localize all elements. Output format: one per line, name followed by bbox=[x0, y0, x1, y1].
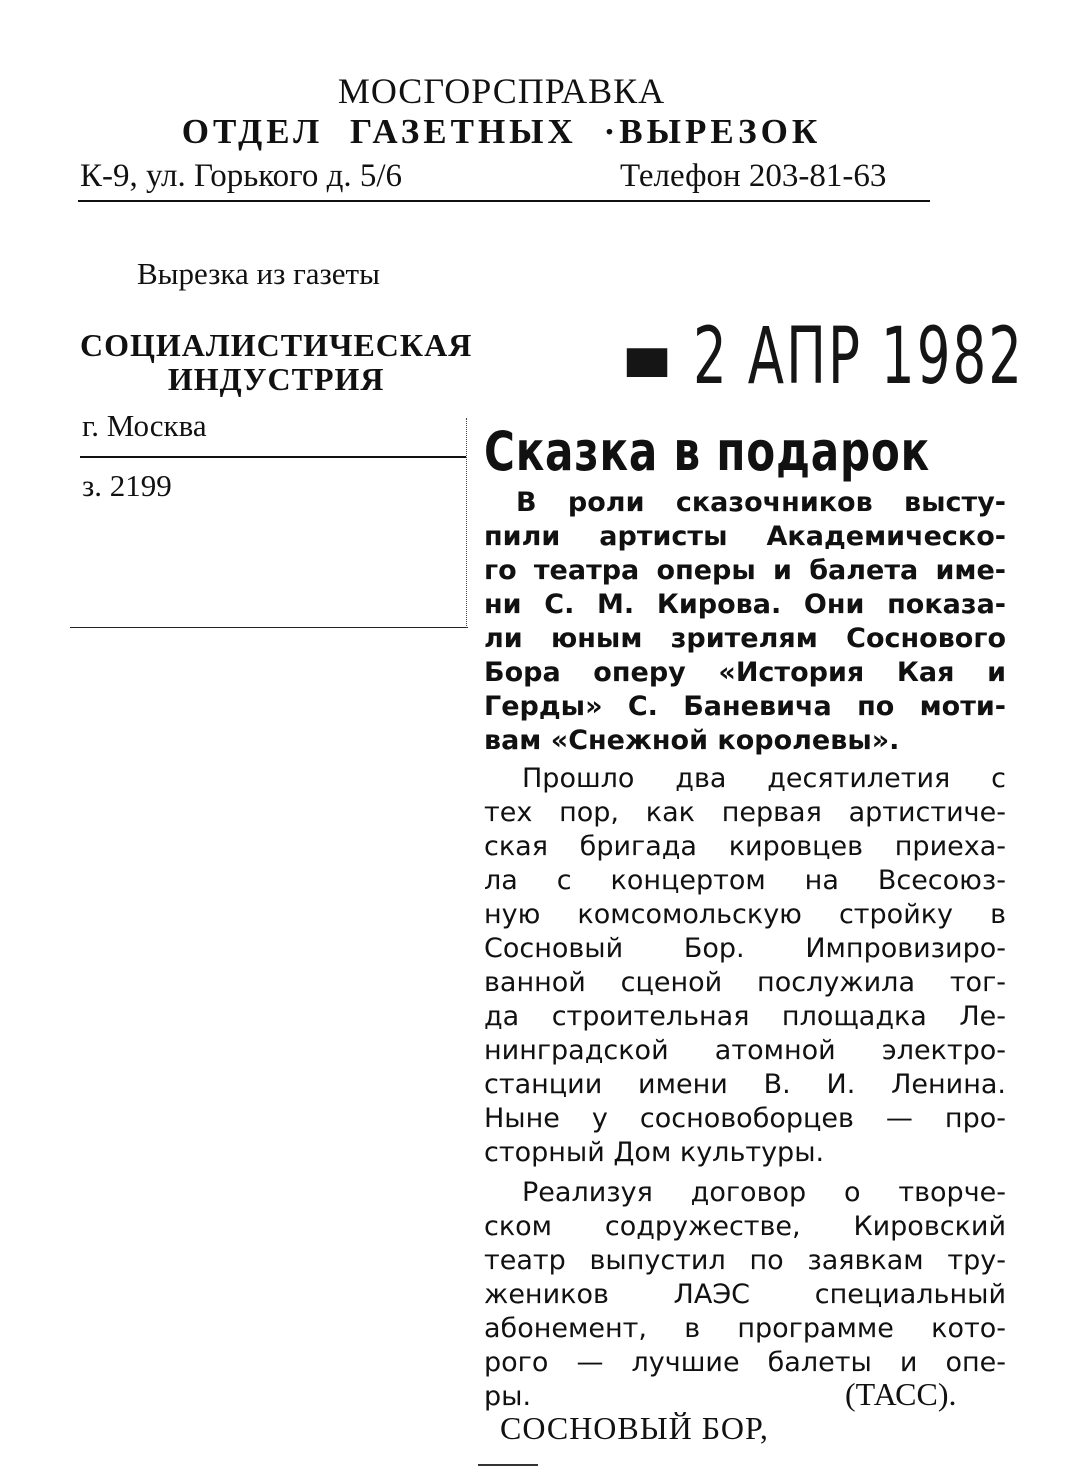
city-field: г. Москва bbox=[82, 408, 207, 443]
article-line: В роли сказочников высту- bbox=[516, 487, 1006, 518]
article-line: театр выпустил по заявкам тру- bbox=[484, 1245, 1006, 1276]
clipping-edge bbox=[466, 418, 467, 628]
header-rule bbox=[78, 200, 930, 202]
date-stamp: ▬ 2 АПР 1982 bbox=[622, 312, 1025, 402]
article-line: абонемент, в программе кото- bbox=[484, 1313, 1006, 1344]
article-line: да строительная площадка Ле- bbox=[484, 1001, 1006, 1032]
article-source: (ТАСС). bbox=[845, 1376, 957, 1412]
article-line: ную комсомольскую стройку в bbox=[484, 899, 1006, 930]
clipping-label: Вырезка из газеты bbox=[137, 256, 380, 291]
article-line: Бора оперу «История Кая и bbox=[484, 657, 1006, 688]
article-dateline: СОСНОВЫЙ БОР, bbox=[500, 1410, 769, 1446]
clipping-cut-mark bbox=[478, 1464, 538, 1466]
form-rule bbox=[70, 627, 468, 628]
article-line: Реализуя договор о творче- bbox=[522, 1177, 1006, 1208]
article-line: Ныне у сосновоборцев — про- bbox=[484, 1103, 1006, 1134]
article-line: ском содружестве, Кировский bbox=[484, 1211, 1006, 1242]
article-line: сторный Дом культуры. bbox=[484, 1137, 825, 1168]
article-line: ская бригада кировцев приеха- bbox=[484, 831, 1006, 862]
article-line: ни С. М. Кирова. Они показа- bbox=[484, 589, 1006, 620]
article-line: нинградской атомной электро- bbox=[484, 1035, 1006, 1066]
article-line: Герды» С. Баневича по моти- bbox=[484, 691, 1006, 722]
article-line: рого — лучшие балеты и опе- bbox=[484, 1347, 1006, 1378]
article-line: го театра оперы и балета име- bbox=[484, 555, 1006, 586]
article-line: жеников ЛАЭС специальный bbox=[484, 1279, 1006, 1310]
article-line: вам «Снежной королевы». bbox=[484, 725, 900, 756]
article-line: ры. bbox=[484, 1381, 532, 1412]
article-line: пили артисты Академическо- bbox=[484, 521, 1006, 552]
newspaper-name: СОЦИАЛИСТИЧЕСКАЯ ИНДУСТРИЯ bbox=[80, 327, 473, 397]
article-line: ла с концертом на Всесоюз- bbox=[484, 865, 1006, 896]
department-name: ОТДЕЛ ГАЗЕТНЫХ ·ВЫРЕЗОК bbox=[181, 112, 822, 151]
article-line: ли юным зрителям Соснового bbox=[484, 623, 1006, 654]
article-line: тех пор, как первая артистиче- bbox=[484, 797, 1006, 828]
article-line: Сосновый Бор. Импровизиро- bbox=[484, 933, 1006, 964]
article-line: ванной сценой послужила тог- bbox=[484, 967, 1006, 998]
order-number: з. 2199 bbox=[82, 468, 172, 503]
article-title: Сказка в подарок bbox=[484, 420, 931, 483]
agency-name: МОСГОРСПРАВКА bbox=[337, 71, 666, 111]
city-rule bbox=[80, 456, 466, 458]
article-line: станции имени В. И. Ленина. bbox=[484, 1069, 1006, 1100]
agency-phone: Телефон 203-81-63 bbox=[620, 158, 887, 194]
article-line: Прошло два десятилетия с bbox=[522, 763, 1006, 794]
agency-address: К-9, ул. Горького д. 5/6 bbox=[80, 158, 403, 194]
